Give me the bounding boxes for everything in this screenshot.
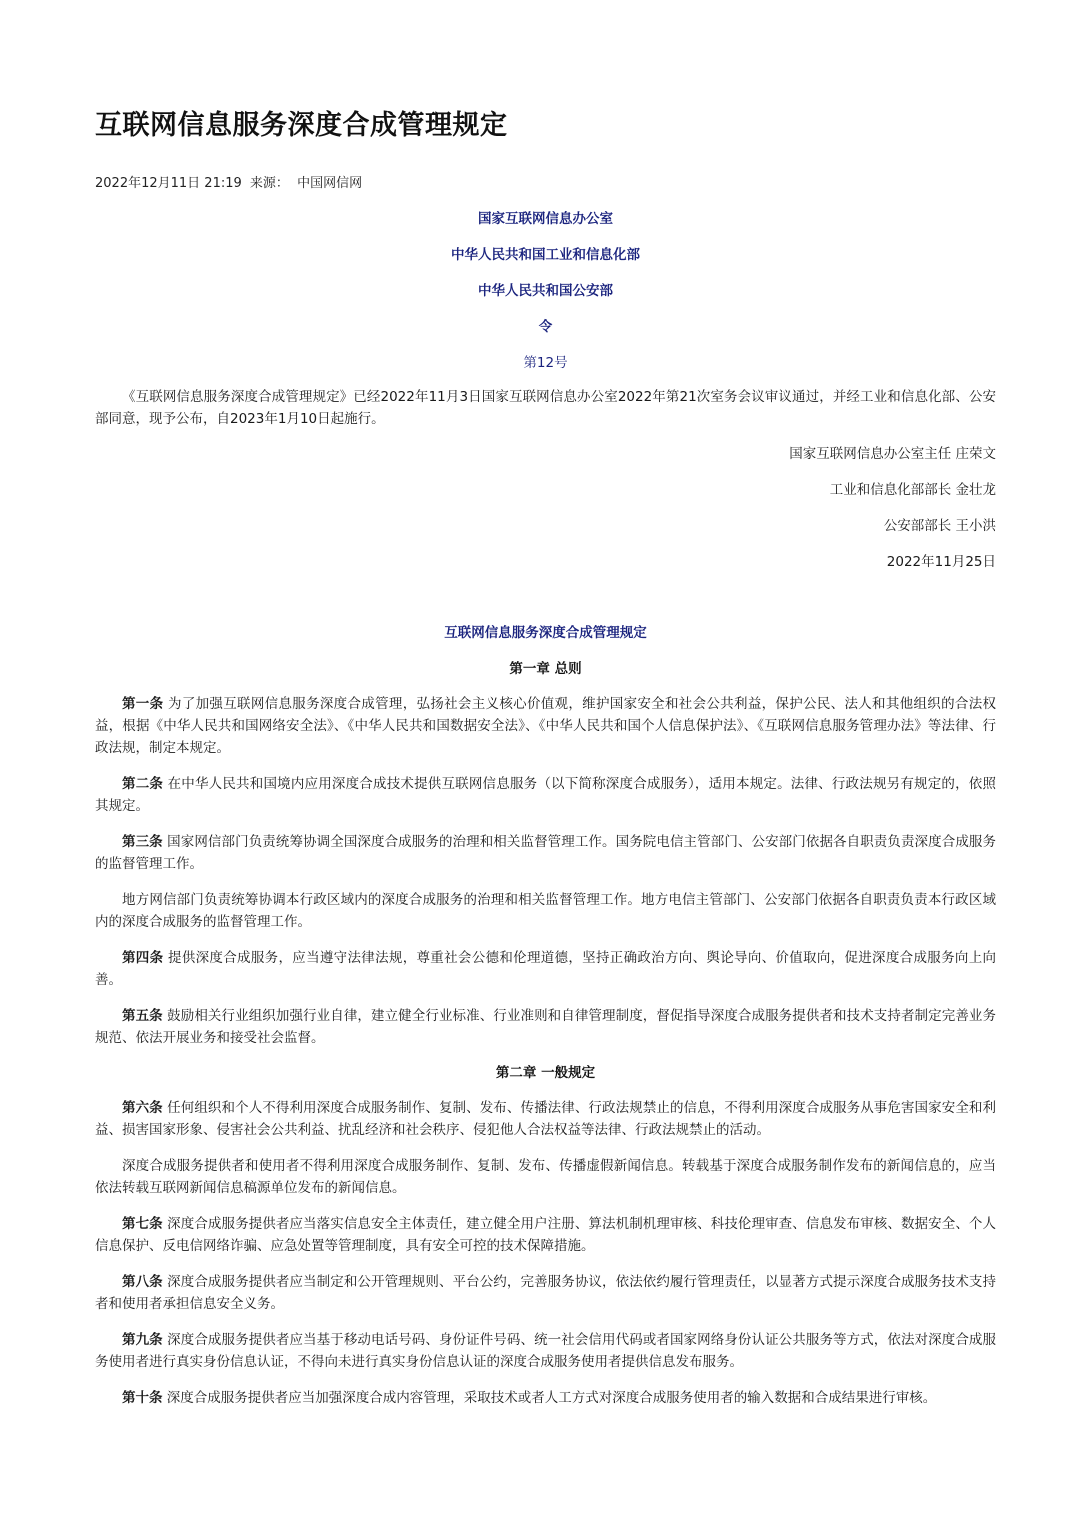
regulation-title: 互联网信息服务深度合成管理规定 — [444, 625, 647, 641]
article-1 — [95, 693, 996, 759]
decree-label: 令 — [538, 319, 553, 335]
article-meta — [95, 175, 996, 193]
article-label: 第二条 — [122, 776, 164, 792]
publish-datetime: 2022年12月11日 21:19 — [95, 176, 242, 191]
chapter-heading-2: 第二章 一般规定 — [495, 1065, 596, 1081]
article-2 — [95, 773, 996, 817]
article-6-para-2 — [95, 1155, 996, 1199]
signature-date: 2022年11月25日 — [886, 554, 996, 570]
article-label: 第三条 — [122, 834, 163, 850]
issuer-cac: 国家互联网信息办公室 — [478, 211, 613, 227]
article-label: 第四条 — [122, 950, 164, 966]
article-3 — [95, 831, 996, 875]
order-number: 第12号 — [523, 355, 568, 371]
article-9 — [95, 1329, 996, 1373]
article-text: 地方网信部门负责统筹协调本行政区域内的深度合成服务的治理和相关监督管理工作。地方电信主管部门、公安部门依据各自职责负责本行政区域内的深度合成服务的监督管理工作。 — [95, 892, 996, 930]
article-text: 为了加强互联网信息服务深度合成管理，弘扬社会主义核心价值观，维护国家安全和社会公共利益，保护公民、法人和其他组织的合法权益，根据《中华人民共和国网络安全法》、《中华人民共和国数据安全法》、《中华人民共和国个人信息保护法》、《互联网信息服务管理办法》等法律、行政法规，制定本规定。 — [95, 696, 996, 756]
article-7 — [95, 1213, 996, 1257]
article-label: 第一条 — [122, 696, 164, 712]
article-text: 任何组织和个人不得利用深度合成服务制作、复制、发布、传播法律、行政法规禁止的信息，不得利用深度合成服务从事危害国家安全和利益、损害国家形象、侵害社会公共利益、扰乱经济和社会秩序、侵犯他人合法权益等法律、行政法规禁止的活动。 — [95, 1100, 997, 1138]
article-text: 深度合成服务提供者和使用者不得利用深度合成服务制作、复制、发布、传播虚假新闻信息。转载基于深度合成服务制作发布的新闻信息的，应当依法转载互联网新闻信息稿源单位发布的新闻信息。 — [95, 1158, 996, 1196]
article-text: 深度合成服务提供者应当加强深度合成内容管理，采取技术或者人工方式对深度合成服务使用者的输入数据和合成结果进行审核。 — [162, 1390, 937, 1406]
article-4 — [95, 947, 996, 991]
article-label: 第九条 — [122, 1332, 163, 1348]
article-label: 第七条 — [122, 1216, 163, 1232]
article-6 — [95, 1097, 996, 1141]
article-label: 第五条 — [122, 1008, 163, 1024]
signature-mps: 公安部部长 王小洪 — [883, 518, 996, 534]
article-8 — [95, 1271, 996, 1315]
article-label: 第八条 — [122, 1274, 163, 1290]
article-text: 鼓励相关行业组织加强行业自律，建立健全行业标准、行业准则和自律管理制度，督促指导深度合成服务提供者和技术支持者制定完善业务规范、依法开展业务和接受社会监督。 — [95, 1008, 997, 1046]
source-value: 中国网信网 — [297, 176, 363, 191]
article-3-para-2 — [95, 889, 996, 933]
chapter-heading-1: 第一章 总则 — [509, 661, 582, 677]
article-text: 提供深度合成服务，应当遵守法律法规，尊重社会公德和伦理道德，坚持正确政治方向、舆论导向、价值取向，促进深度合成服务向上向善。 — [95, 950, 996, 988]
article-10 — [95, 1387, 996, 1409]
article-label: 第六条 — [122, 1100, 163, 1116]
article-text: 在中华人民共和国境内应用深度合成技术提供互联网信息服务（以下简称深度合成服务），适用本规定。法律、行政法规另有规定的，依照其规定。 — [95, 776, 997, 814]
article-text: 深度合成服务提供者应当基于移动电话号码、身份证件号码、统一社会信用代码或者国家网络身份认证公共服务等方式，依法对深度合成服务使用者进行真实身份信息认证，不得向未进行真实身份信息认证的深度合成服务使用者提供信息发布服务。 — [95, 1332, 997, 1370]
article-label: 第十条 — [122, 1390, 163, 1406]
issuer-miit: 中华人民共和国工业和信息化部 — [451, 247, 640, 263]
signature-cac: 国家互联网信息办公室主任 庄荣文 — [789, 446, 996, 462]
issuer-mps: 中华人民共和国公安部 — [478, 283, 613, 299]
intro-paragraph: 《互联网信息服务深度合成管理规定》已经2022年11月3日国家互联网信息办公室2022年第21次室务会议审议通过，并经工业和信息化部、公安部同意，现予公布，自2023年1月10日起施行。 — [95, 389, 996, 427]
signature-miit: 工业和信息化部部长 金壮龙 — [829, 482, 996, 498]
article-text: 国家网信部门负责统筹协调全国深度合成服务的治理和相关监督管理工作。国务院电信主管部门、公安部门依据各自职责负责深度合成服务的监督管理工作。 — [95, 834, 997, 872]
source-label: 来源： — [249, 176, 289, 191]
article-5 — [95, 1005, 996, 1049]
article-text: 深度合成服务提供者应当落实信息安全主体责任，建立健全用户注册、算法机制机理审核、科技伦理审查、信息发布审核、数据安全、个人信息保护、反电信网络诈骗、应急处置等管理制度，具有安全可控的技术保障措施。 — [95, 1216, 997, 1254]
article-text: 深度合成服务提供者应当制定和公开管理规则、平台公约，完善服务协议，依法依约履行管理责任，以显著方式提示深度合成服务技术支持者和使用者承担信息安全义务。 — [95, 1274, 997, 1312]
page-title: 互联网信息服务深度合成管理规定 — [95, 110, 508, 141]
